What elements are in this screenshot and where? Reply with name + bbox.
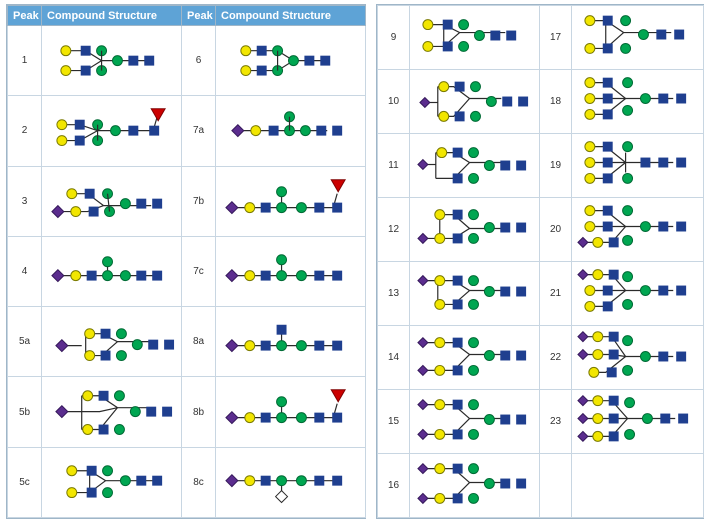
peak-label: 14 [378,326,410,390]
structure-cell-1 [410,198,540,262]
peak-label: 5a [8,307,42,377]
structure-cell-1 [42,377,182,447]
peak-label: 20 [540,198,572,262]
peak-label: 4 [8,236,42,306]
table-row [378,326,704,390]
structure-cell-2 [572,262,704,326]
peak-label: 13 [378,262,410,326]
peak-label: 7b [182,166,216,236]
structure-cell-1 [410,326,540,390]
table-row [378,262,704,326]
table-row [378,134,704,198]
right-structure-table [377,5,704,518]
table-row [8,96,366,166]
structure-cell-2 [216,26,366,96]
peak-label: 7c [182,236,216,306]
structure-cell-empty [572,454,704,518]
peak-label: 8c [182,447,216,517]
table-row [378,454,704,518]
structure-cell-1 [42,26,182,96]
header-structure-2: Compound Structure [216,6,366,26]
structure-cell-1 [42,307,182,377]
table-row [8,307,366,377]
structure-cell-2 [572,134,704,198]
structure-cell-2 [572,326,704,390]
structure-cell-1 [410,390,540,454]
left-structure-panel [6,4,366,519]
peak-label: 9 [378,6,410,70]
peak-label: 10 [378,70,410,134]
header-structure-1: Compound Structure [42,6,182,26]
peak-label: 5b [8,377,42,447]
structure-cell-2 [216,96,366,166]
structure-cell-2 [216,307,366,377]
peak-label: 16 [378,454,410,518]
structure-cell-2 [216,166,366,236]
peak-label: 6 [182,26,216,96]
peak-label: 8b [182,377,216,447]
peak-label: 18 [540,70,572,134]
structure-cell-1 [42,96,182,166]
structure-cell-2 [572,70,704,134]
header-peak-1: Peak [8,6,42,26]
peak-label: 2 [8,96,42,166]
table-row [8,377,366,447]
structure-cell-2 [216,447,366,517]
table-row [378,6,704,70]
table-row [8,26,366,96]
structure-cell-1 [410,262,540,326]
structure-cell-2 [216,236,366,306]
peak-label: 8a [182,307,216,377]
peak-label: 11 [378,134,410,198]
header-peak-2: Peak [182,6,216,26]
peak-label-empty [540,454,572,518]
table-row [8,236,366,306]
table-row [8,166,366,236]
structure-cell-1 [410,70,540,134]
peak-label: 12 [378,198,410,262]
peak-label: 7a [182,96,216,166]
structure-cell-1 [42,166,182,236]
peak-label: 5c [8,447,42,517]
table-row [8,447,366,517]
table-row [378,70,704,134]
peak-label: 3 [8,166,42,236]
right-structure-panel [376,4,704,519]
peak-label: 1 [8,26,42,96]
structure-cell-1 [410,134,540,198]
table-header-row [8,6,366,26]
left-structure-table [7,5,366,518]
peak-label: 15 [378,390,410,454]
structure-cell-2 [572,390,704,454]
structure-cell-2 [572,6,704,70]
peak-label: 23 [540,390,572,454]
structure-cell-2 [572,198,704,262]
table-row [378,198,704,262]
peak-label: 17 [540,6,572,70]
structure-cell-1 [42,236,182,306]
structure-cell-2 [216,377,366,447]
structure-cell-1 [410,454,540,518]
peak-label: 22 [540,326,572,390]
table-row [378,390,704,454]
structure-cell-1 [410,6,540,70]
peak-label: 21 [540,262,572,326]
structure-cell-1 [42,447,182,517]
peak-label: 19 [540,134,572,198]
